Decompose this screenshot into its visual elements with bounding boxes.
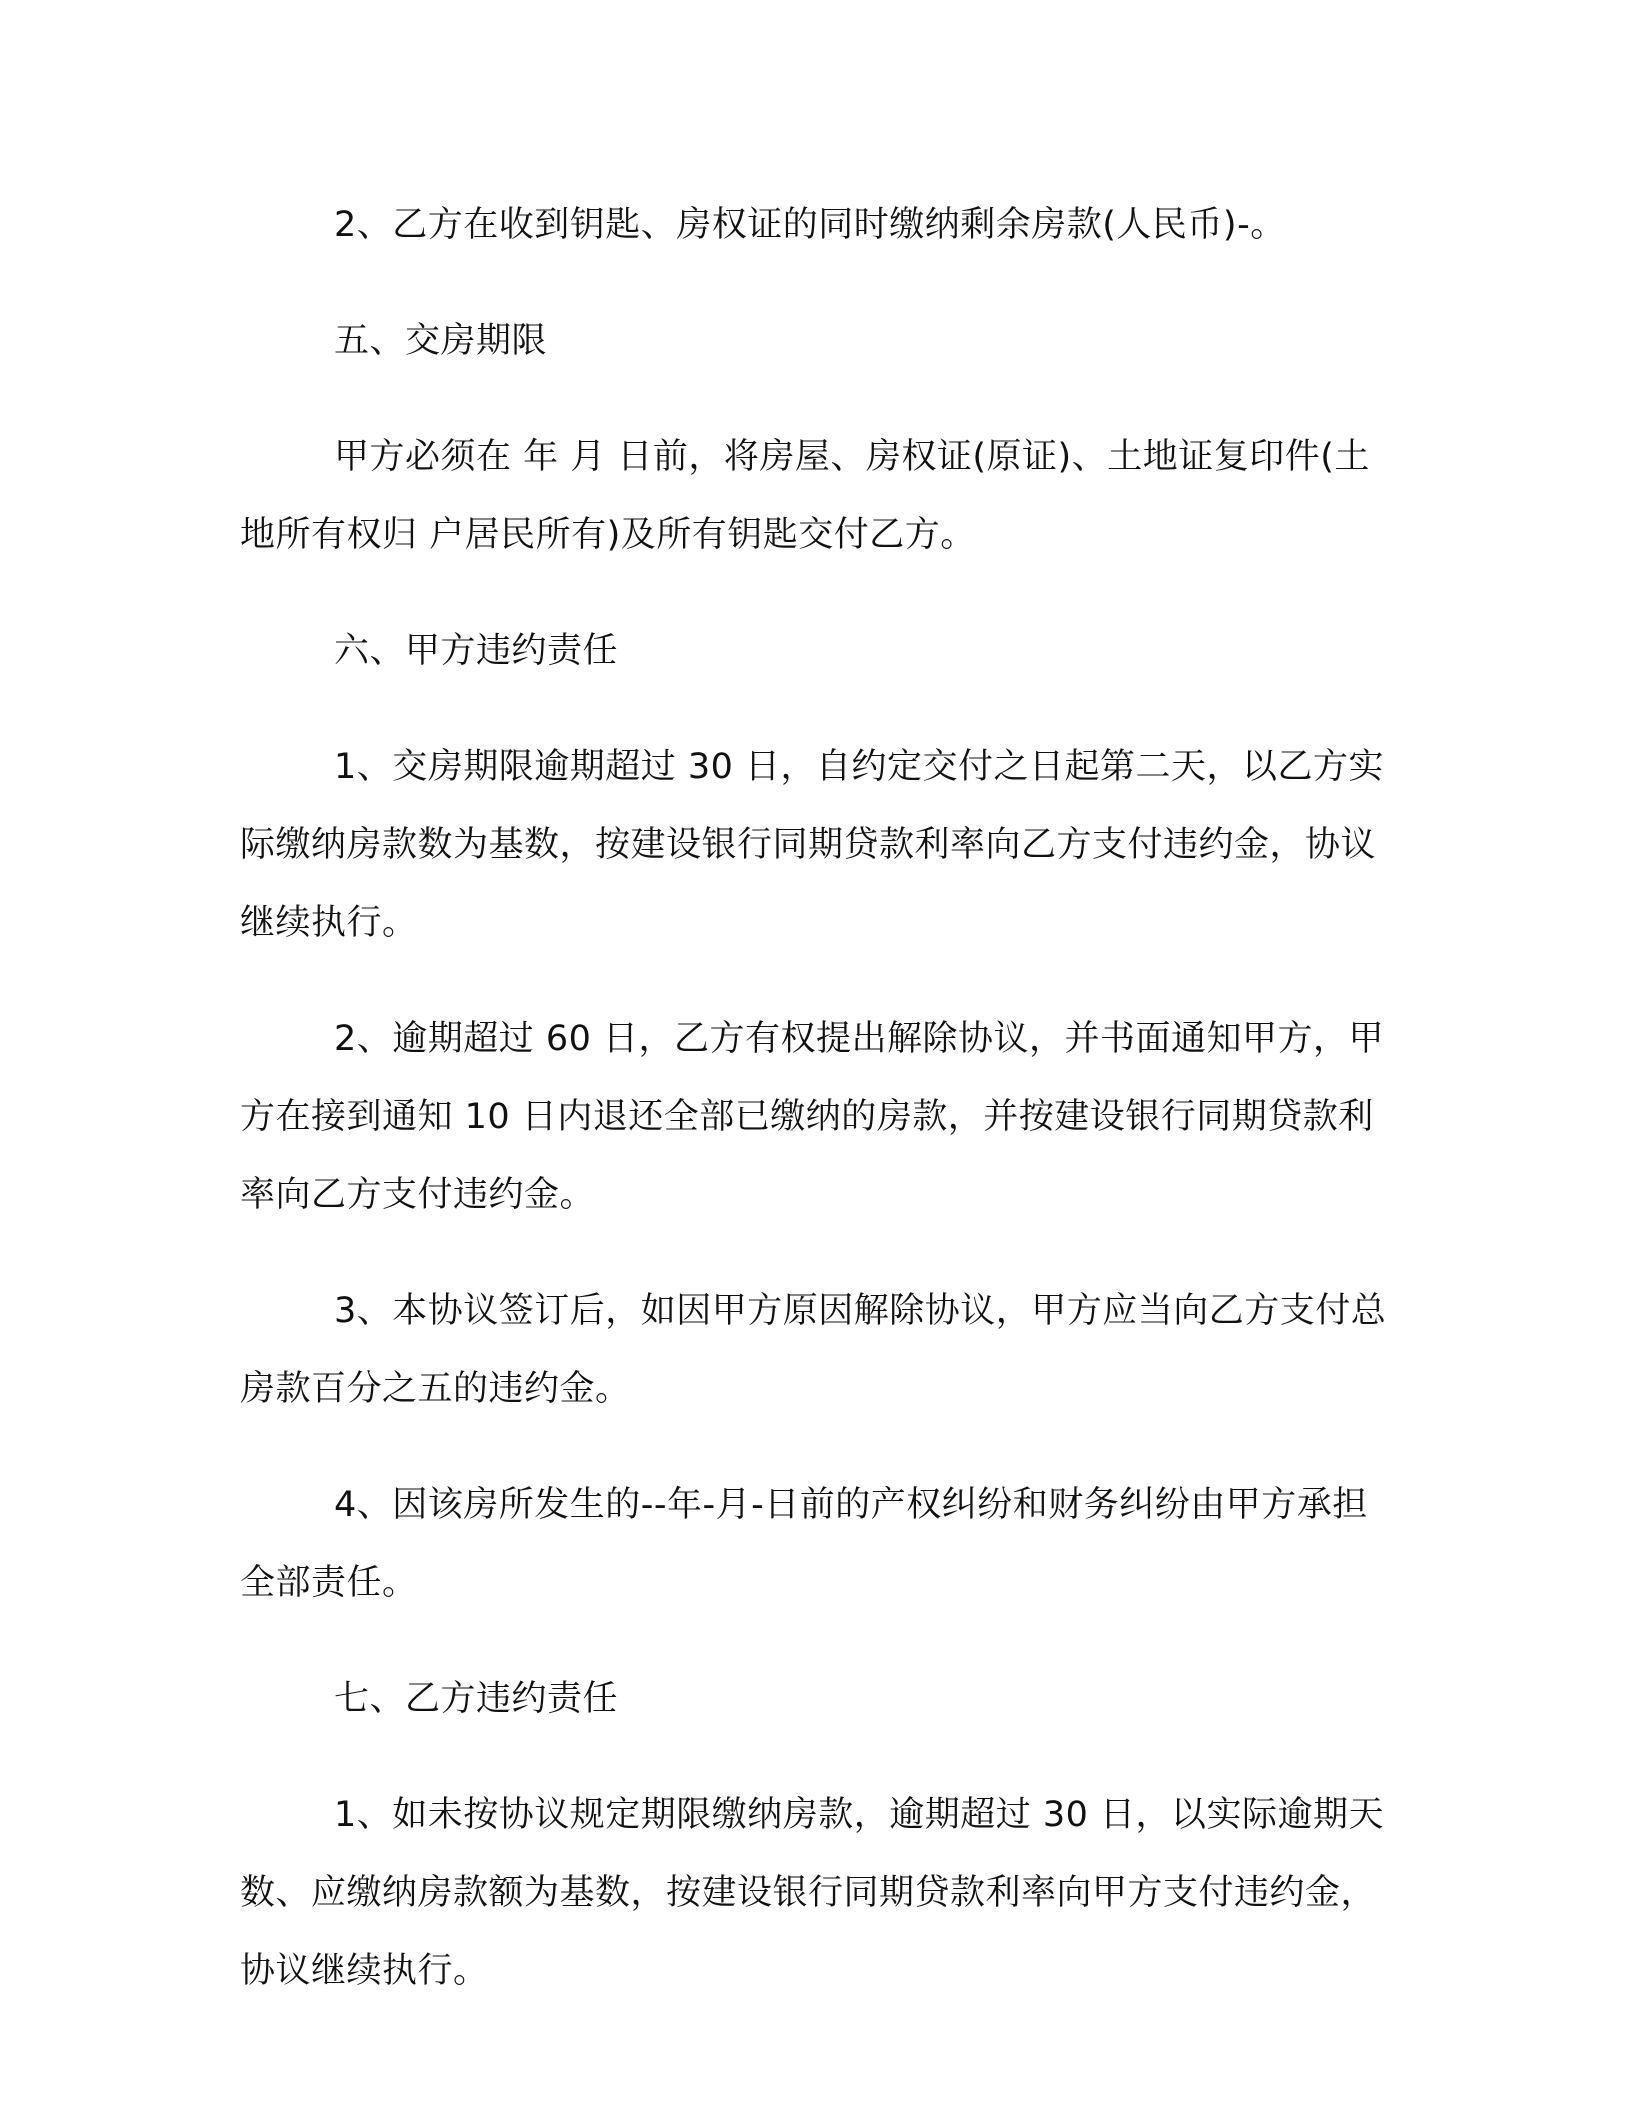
paragraph-party-a-item-1: 1、交房期限逾期超过 30 日，自约定交付之日起第二天，以乙方实际缴纳房款数为基数，按建设银行同期贷款利率向乙方支付违约金，协议继续执行。 xyxy=(240,747,1385,943)
paragraph-party-a-item-4: 4、因该房所发生的--年-月-日前的产权纠纷和财务纠纷由甲方承担全部责任。 xyxy=(240,1485,1368,1603)
paragraph-party-b-item-1: 1、如未按协议规定期限缴纳房款，逾期超过 30 日，以实际逾期天数、应缴纳房款额为基数，按建设银行同期贷款利率向甲方支付违约金，协议继续执行。 xyxy=(240,1795,1385,1991)
paragraph-party-a-item-3: 3、本协议签订后，如因甲方原因解除协议，甲方应当向乙方支付总房款百分之五的违约金。 xyxy=(240,1291,1387,1409)
section-heading-delivery-deadline: 五、交房期限 xyxy=(334,321,548,361)
paragraph-payment-remaining: 2、乙方在收到钥匙、房权证的同时缴纳剩余房款(人民币)-。 xyxy=(334,205,1286,245)
paragraph-delivery-terms: 甲方必须在 年 月 日前，将房屋、房权证(原证)、土地证复印件(土地所有权归 户居民所有)及所有钥匙交付乙方。 xyxy=(240,437,1370,555)
document-body xyxy=(240,186,1392,2048)
section-heading-party-b-liability: 七、乙方违约责任 xyxy=(334,1679,619,1719)
paragraph-party-a-item-2: 2、逾期超过 60 日，乙方有权提出解除协议，并书面通知甲方，甲方在接到通知 10 日内退还全部已缴纳的房款，并按建设银行同期贷款利率向乙方支付违约金。 xyxy=(240,1019,1385,1215)
section-heading-party-a-liability: 六、甲方违约责任 xyxy=(334,631,619,671)
